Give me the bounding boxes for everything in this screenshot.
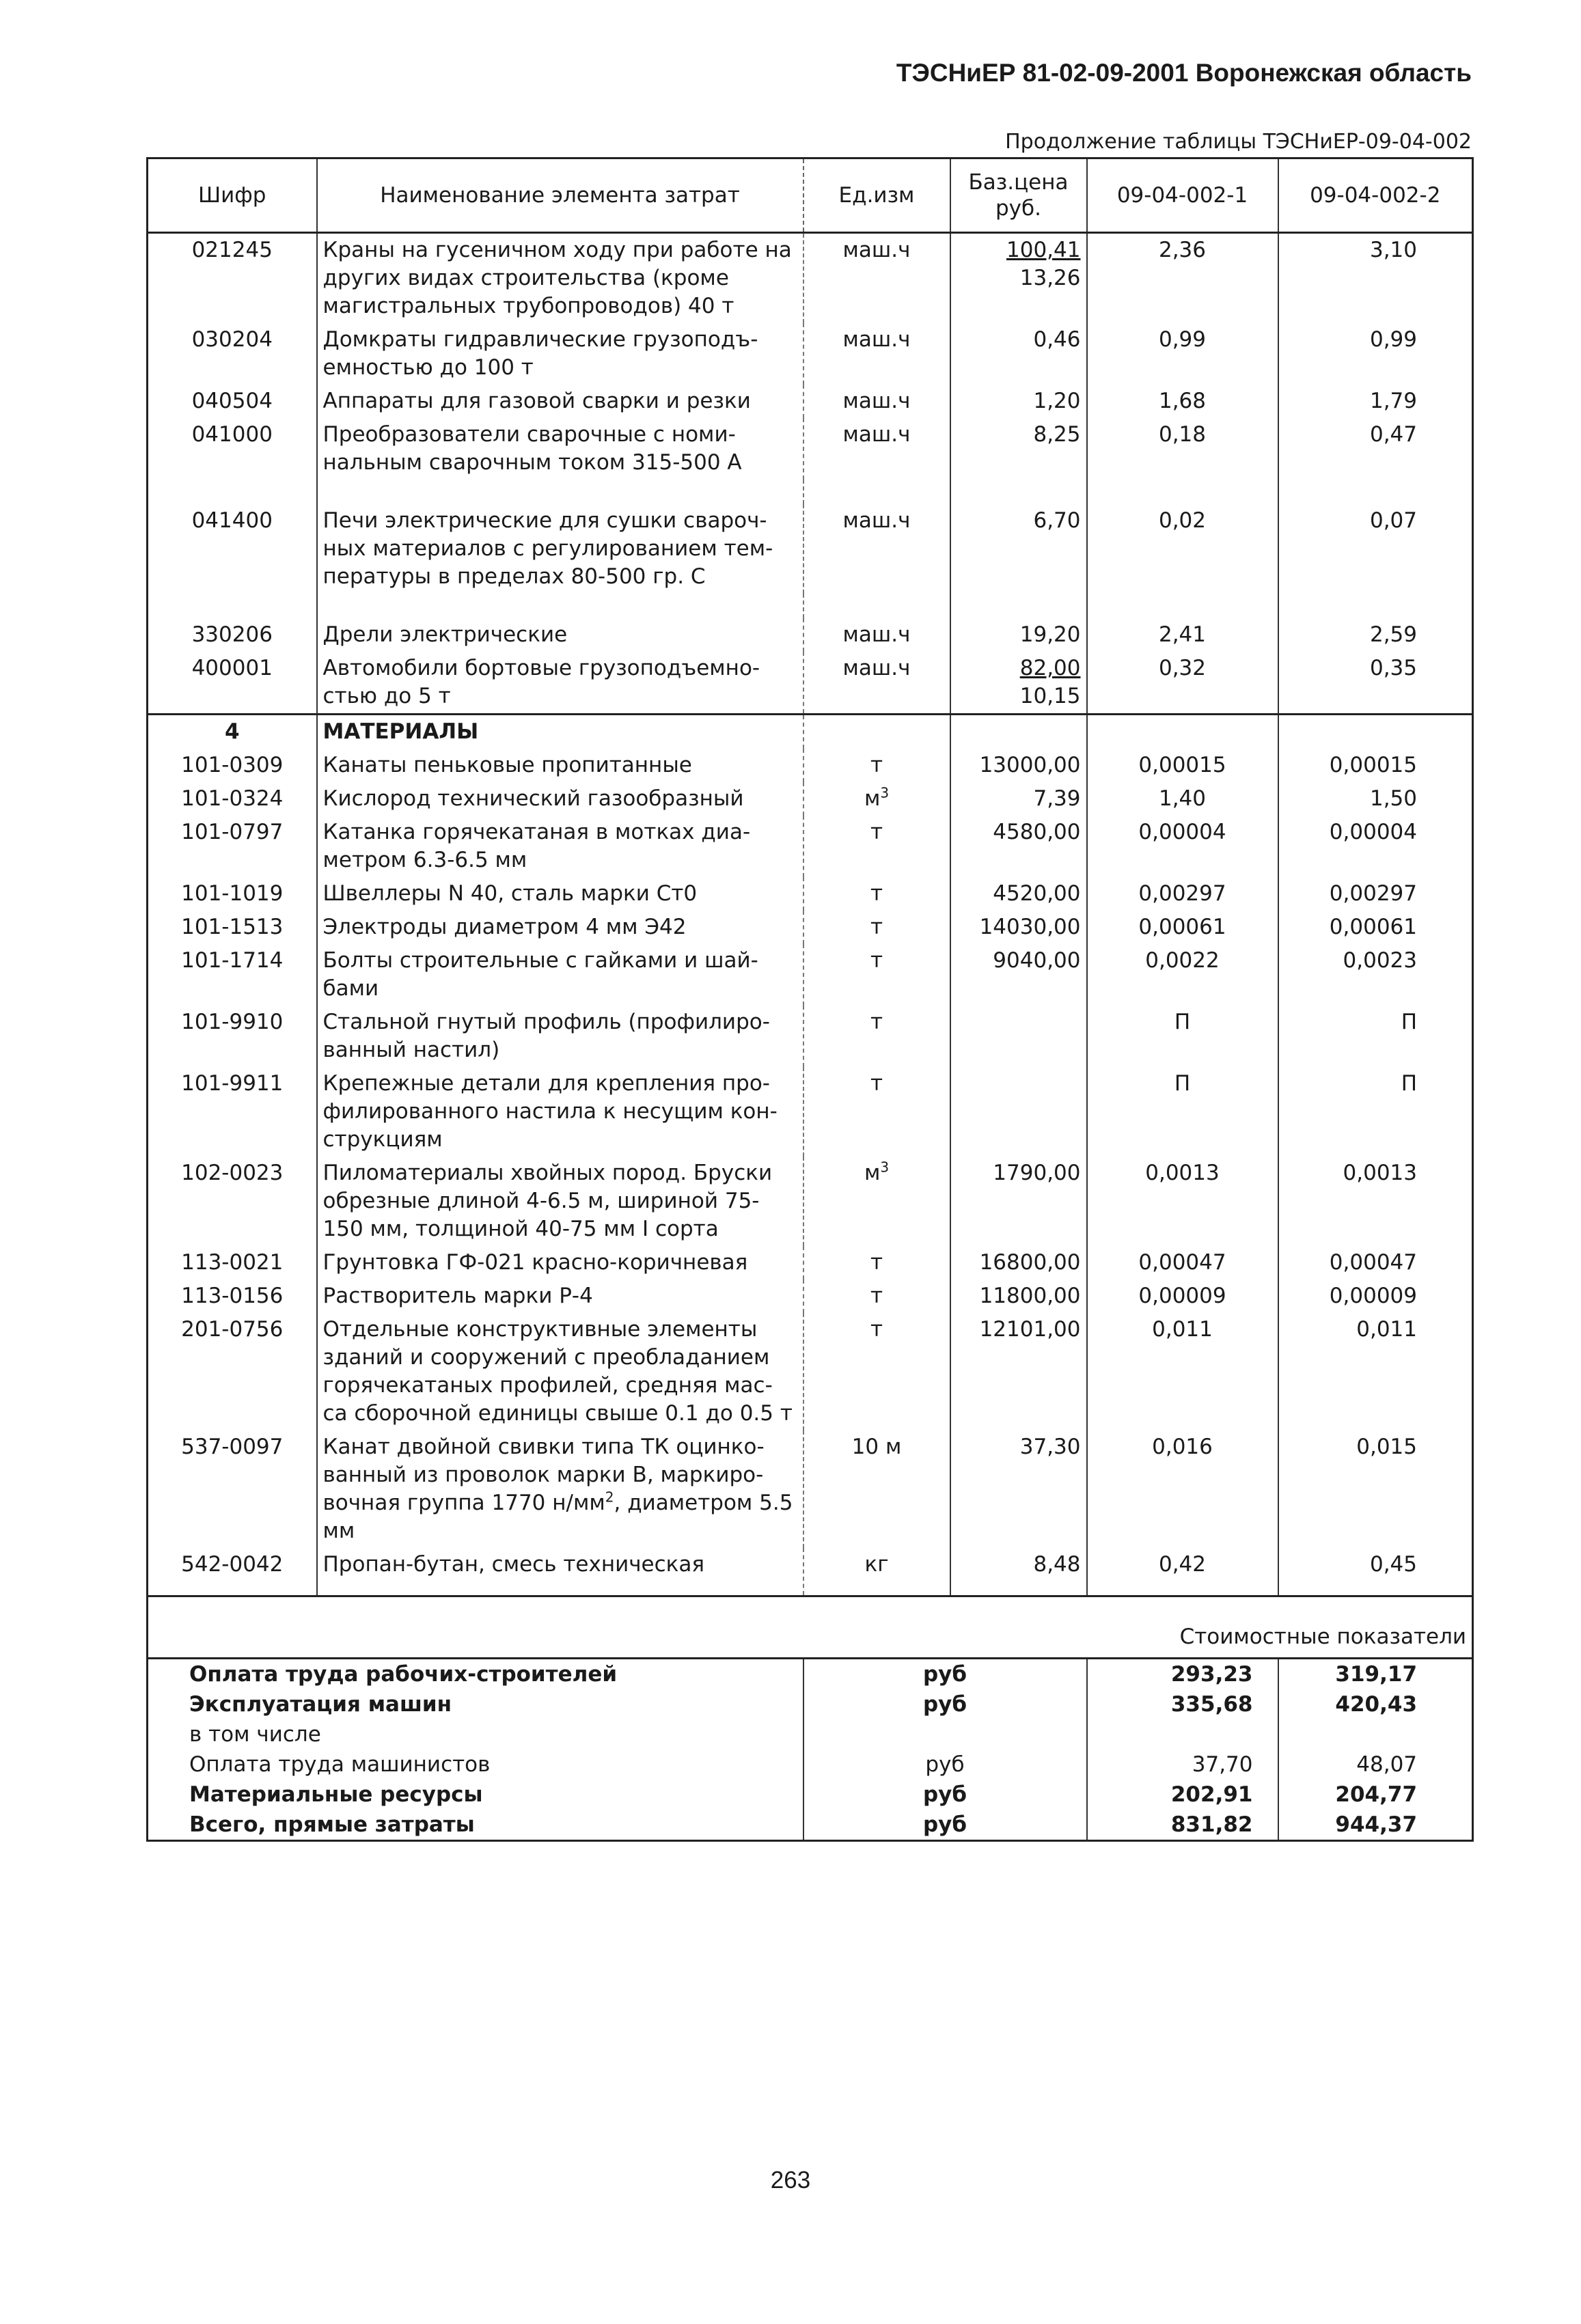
resource-table <box>146 157 1474 1595</box>
table-row <box>148 1279 1473 1313</box>
row-value-col2: 0,00004 <box>1278 816 1473 877</box>
row-value-col1: 1,68 <box>1087 385 1278 418</box>
row-value-col2: 0,0023 <box>1278 944 1473 1006</box>
summary-value-col1: 831,82 <box>1087 1810 1278 1841</box>
row-value-col2: 0,00297 <box>1278 877 1473 911</box>
table-row <box>148 782 1473 816</box>
row-name: Электроды диаметром 4 мм Э42 <box>317 911 803 944</box>
row-code: 102-0023 <box>148 1157 317 1246</box>
row-value-col2: 0,07 <box>1278 504 1473 594</box>
column-header-col2: 09-04-002-2 <box>1278 158 1473 233</box>
summary-label: Оплата труда рабочих-строителей <box>148 1659 803 1690</box>
row-value-col1: 0,18 <box>1087 418 1278 480</box>
row-value-col2: 0,35 <box>1278 652 1473 715</box>
row-price: 14030,00 <box>950 911 1087 944</box>
summary-row <box>148 1749 1473 1780</box>
row-unit: т <box>803 1246 950 1279</box>
row-price: 0,46 <box>950 323 1087 385</box>
row-value-col2: 0,00047 <box>1278 1246 1473 1279</box>
summary-caption: Стоимостные показатели <box>148 1596 1473 1659</box>
row-code: 041400 <box>148 504 317 594</box>
row-unit-sup: 3 <box>880 784 890 801</box>
row-value-col1: 0,99 <box>1087 323 1278 385</box>
row-price: 9040,00 <box>950 944 1087 1006</box>
row-value-col1: 0,42 <box>1087 1548 1278 1595</box>
row-name: Аппараты для газовой сварки и резки <box>317 385 803 418</box>
column-header-unit: Ед.изм <box>803 158 950 233</box>
row-price: 8,25 <box>950 418 1087 480</box>
row-value-col1: 0,32 <box>1087 652 1278 715</box>
row-code: 330206 <box>148 618 317 652</box>
summary-row <box>148 1810 1473 1841</box>
row-value-col1: 2,41 <box>1087 618 1278 652</box>
page-header-title: ТЭСНиЕР 81-02-09-2001 Воронежская область <box>896 59 1472 87</box>
page-number: 263 <box>770 2167 811 2194</box>
table-row <box>148 652 1473 715</box>
row-value-col1: 0,0013 <box>1087 1157 1278 1246</box>
row-name: Канаты пеньковые пропитанные <box>317 749 803 782</box>
row-code: 021245 <box>148 233 317 324</box>
row-price: 37,30 <box>950 1430 1087 1548</box>
row-price-secondary: 13,26 <box>1019 266 1081 290</box>
summary-value-col2: 319,17 <box>1278 1659 1473 1690</box>
row-price <box>950 1006 1087 1067</box>
row-price <box>950 1067 1087 1157</box>
summary-unit: руб <box>803 1780 1087 1810</box>
row-name: Пропан-бутан, смесь техническая <box>317 1548 803 1595</box>
summary-unit: руб <box>803 1749 1087 1780</box>
row-unit: маш.ч <box>803 385 950 418</box>
summary-value-col1: 202,91 <box>1087 1780 1278 1810</box>
row-code: 113-0021 <box>148 1246 317 1279</box>
row-unit: т <box>803 1313 950 1430</box>
row-unit: кг <box>803 1548 950 1595</box>
row-value-col2: 0,00009 <box>1278 1279 1473 1313</box>
row-value-col1: 0,00047 <box>1087 1246 1278 1279</box>
row-value-col1: 0,0022 <box>1087 944 1278 1006</box>
row-name: Швеллеры N 40, сталь марки Ст0 <box>317 877 803 911</box>
row-name: Домкраты гидравлические грузоподъ-емностью до 100 т <box>317 323 803 385</box>
summary-unit: руб <box>803 1659 1087 1690</box>
row-price: 1,20 <box>950 385 1087 418</box>
row-name: Преобразователи сварочные с номи-нальным сварочным током 315-500 А <box>317 418 803 480</box>
row-name: Грунтовка ГФ-021 красно-коричневая <box>317 1246 803 1279</box>
row-value-col2: П <box>1278 1067 1473 1157</box>
summary-unit: руб <box>803 1810 1087 1841</box>
row-unit: т <box>803 1006 950 1067</box>
summary-value-col1: 37,70 <box>1087 1749 1278 1780</box>
row-code: 101-1019 <box>148 877 317 911</box>
summary-value-col2: 204,77 <box>1278 1780 1473 1810</box>
row-value-col1: П <box>1087 1067 1278 1157</box>
row-name: Стальной гнутый профиль (профилиро-ванный настил) <box>317 1006 803 1067</box>
summary-label: Всего, прямые затраты <box>148 1810 803 1841</box>
row-name: Крепежные детали для крепления про-филированного настила к несущим кон-струкциям <box>317 1067 803 1157</box>
row-value-col1: 2,36 <box>1087 233 1278 324</box>
table-row <box>148 1157 1473 1246</box>
row-name: Пиломатериалы хвойных пород. Бруски обрезные длиной 4-6.5 м, шириной 75-150 мм, толщиной 40-75 мм I сорта <box>317 1157 803 1246</box>
row-value-col1: 0,00297 <box>1087 877 1278 911</box>
row-unit: маш.ч <box>803 618 950 652</box>
table-continuation-note: Продолжение таблицы ТЭСНиЕР-09-04-002 <box>1005 130 1472 154</box>
summary-value-col2: 48,07 <box>1278 1749 1473 1780</box>
row-value-col1: 1,40 <box>1087 782 1278 816</box>
summary-label: Оплата труда машинистов <box>148 1749 803 1780</box>
row-unit: 10 м <box>803 1430 950 1548</box>
row-value-col1: 0,011 <box>1087 1313 1278 1430</box>
resource-table-wrapper <box>146 157 1472 1842</box>
row-name-part2: , диаметром 5.5 мм <box>322 1491 793 1543</box>
column-header-code: Шифр <box>148 158 317 233</box>
row-code: 101-1714 <box>148 944 317 1006</box>
row-name: Растворитель марки Р-4 <box>317 1279 803 1313</box>
row-unit: т <box>803 816 950 877</box>
table-row <box>148 1246 1473 1279</box>
cost-summary-table <box>146 1595 1474 1842</box>
row-unit-base: м <box>864 1161 881 1185</box>
row-unit: маш.ч <box>803 504 950 594</box>
summary-unit <box>803 1719 1087 1749</box>
column-header-col1: 09-04-002-1 <box>1087 158 1278 233</box>
row-price: 12101,00 <box>950 1313 1087 1430</box>
row-code: 542-0042 <box>148 1548 317 1595</box>
row-value-col2: П <box>1278 1006 1473 1067</box>
column-header-name: Наименование элемента затрат <box>317 158 803 233</box>
column-header-price <box>950 158 1087 233</box>
row-name: Кислород технический газообразный <box>317 782 803 816</box>
section-row-materials <box>148 715 1473 749</box>
column-header-price-line1: Баз.цена <box>968 170 1069 195</box>
summary-value-col2: 420,43 <box>1278 1689 1473 1719</box>
row-value-col1: 0,00015 <box>1087 749 1278 782</box>
row-price <box>950 233 1087 324</box>
row-value-col2: 0,45 <box>1278 1548 1473 1595</box>
table-row <box>148 1313 1473 1430</box>
row-code: 101-0309 <box>148 749 317 782</box>
row-code: 201-0756 <box>148 1313 317 1430</box>
summary-row <box>148 1719 1473 1749</box>
row-value-col2: 0,00015 <box>1278 749 1473 782</box>
summary-caption-row <box>148 1596 1473 1659</box>
summary-row <box>148 1689 1473 1719</box>
row-value-col2: 0,00061 <box>1278 911 1473 944</box>
row-code: 101-1513 <box>148 911 317 944</box>
row-value-col1: 0,00061 <box>1087 911 1278 944</box>
table-row <box>148 1430 1473 1548</box>
spacer-row <box>148 594 1473 618</box>
row-price-secondary: 10,15 <box>1019 684 1081 708</box>
summary-value-col2 <box>1278 1719 1473 1749</box>
row-price: 19,20 <box>950 618 1087 652</box>
table-row <box>148 504 1473 594</box>
row-code: 040504 <box>148 385 317 418</box>
summary-row <box>148 1780 1473 1810</box>
table-row <box>148 877 1473 911</box>
row-unit: т <box>803 1279 950 1313</box>
summary-value-col1 <box>1087 1719 1278 1749</box>
row-name: Отдельные конструктивные элементы зданий и сооружений с преобладанием горячекатаных профилей, средняя мас-са сборочной единицы свыше 0.1 до 0.5 т <box>317 1313 803 1430</box>
row-price: 16800,00 <box>950 1246 1087 1279</box>
row-unit: т <box>803 944 950 1006</box>
row-name: Автомобили бортовые грузоподъемно-стью до 5 т <box>317 652 803 715</box>
row-price: 4520,00 <box>950 877 1087 911</box>
row-name-sup: 2 <box>605 1489 614 1506</box>
row-name <box>317 1430 803 1548</box>
row-value-col2: 0,99 <box>1278 323 1473 385</box>
table-row <box>148 323 1473 385</box>
table-row <box>148 233 1473 324</box>
row-code: 101-0324 <box>148 782 317 816</box>
row-price: 4580,00 <box>950 816 1087 877</box>
row-unit: маш.ч <box>803 652 950 715</box>
row-value-col1: 0,00009 <box>1087 1279 1278 1313</box>
row-unit-base: м <box>864 786 881 811</box>
summary-label: Эксплуатация машин <box>148 1689 803 1719</box>
row-value-col1: 0,00004 <box>1087 816 1278 877</box>
row-value-col2: 1,79 <box>1278 385 1473 418</box>
summary-label: Материальные ресурсы <box>148 1780 803 1810</box>
table-row <box>148 911 1473 944</box>
row-unit-sup: 3 <box>880 1159 890 1176</box>
row-name: Болты строительные с гайками и шай-бами <box>317 944 803 1006</box>
row-price: 6,70 <box>950 504 1087 594</box>
row-unit <box>803 782 950 816</box>
row-code: 400001 <box>148 652 317 715</box>
summary-unit: руб <box>803 1689 1087 1719</box>
summary-value-col2: 944,37 <box>1278 1810 1473 1841</box>
row-name: Краны на гусеничном ходу при работе на других видах строительства (кроме магистральных трубопроводов) 40 т <box>317 233 803 324</box>
row-code: 101-0797 <box>148 816 317 877</box>
row-unit: т <box>803 1067 950 1157</box>
row-value-col2: 1,50 <box>1278 782 1473 816</box>
row-unit: т <box>803 749 950 782</box>
table-row <box>148 944 1473 1006</box>
table-row <box>148 1548 1473 1595</box>
row-price-main: 82,00 <box>1019 656 1081 680</box>
row-value-col2: 3,10 <box>1278 233 1473 324</box>
table-row <box>148 749 1473 782</box>
row-price: 1790,00 <box>950 1157 1087 1246</box>
row-name: Дрели электрические <box>317 618 803 652</box>
table-row <box>148 1006 1473 1067</box>
table-row <box>148 385 1473 418</box>
row-unit <box>803 1157 950 1246</box>
row-code: 030204 <box>148 323 317 385</box>
row-price: 8,48 <box>950 1548 1087 1595</box>
row-value-col1: П <box>1087 1006 1278 1067</box>
row-name: Катанка горячекатаная в мотках диа-метром 6.3-6.5 мм <box>317 816 803 877</box>
row-value-col2: 2,59 <box>1278 618 1473 652</box>
summary-label: в том числе <box>148 1719 803 1749</box>
summary-row <box>148 1659 1473 1690</box>
row-code: 101-9911 <box>148 1067 317 1157</box>
section-code: 4 <box>148 715 317 749</box>
row-name-part1: Канат двойной свивки типа ТК оцинко-ванный из проволок марки В, маркиро-вочная группа 1770 н/мм <box>322 1435 765 1515</box>
row-value-col2: 0,0013 <box>1278 1157 1473 1246</box>
row-price-main: 100,41 <box>1006 238 1081 262</box>
section-title: МАТЕРИАЛЫ <box>317 715 803 749</box>
row-code: 101-9910 <box>148 1006 317 1067</box>
row-unit: маш.ч <box>803 323 950 385</box>
spacer-row <box>148 480 1473 504</box>
row-unit: маш.ч <box>803 418 950 480</box>
column-header-price-line2: руб. <box>995 196 1041 221</box>
row-value-col1: 0,016 <box>1087 1430 1278 1548</box>
row-price: 11800,00 <box>950 1279 1087 1313</box>
row-code: 041000 <box>148 418 317 480</box>
row-code: 537-0097 <box>148 1430 317 1548</box>
table-row <box>148 816 1473 877</box>
row-value-col2: 0,011 <box>1278 1313 1473 1430</box>
table-header-row <box>148 158 1473 233</box>
row-value-col2: 0,015 <box>1278 1430 1473 1548</box>
table-row <box>148 1067 1473 1157</box>
row-price: 13000,00 <box>950 749 1087 782</box>
summary-value-col1: 335,68 <box>1087 1689 1278 1719</box>
row-value-col1: 0,02 <box>1087 504 1278 594</box>
table-row <box>148 418 1473 480</box>
row-value-col2: 0,47 <box>1278 418 1473 480</box>
row-name: Печи электрические для сушки свароч-ных материалов с регулированием тем-пературы в пределах 80-500 гр. С <box>317 504 803 594</box>
row-unit: маш.ч <box>803 233 950 324</box>
row-unit: т <box>803 911 950 944</box>
summary-value-col1: 293,23 <box>1087 1659 1278 1690</box>
row-price: 7,39 <box>950 782 1087 816</box>
row-price <box>950 652 1087 715</box>
row-code: 113-0156 <box>148 1279 317 1313</box>
table-row <box>148 618 1473 652</box>
row-unit: т <box>803 877 950 911</box>
